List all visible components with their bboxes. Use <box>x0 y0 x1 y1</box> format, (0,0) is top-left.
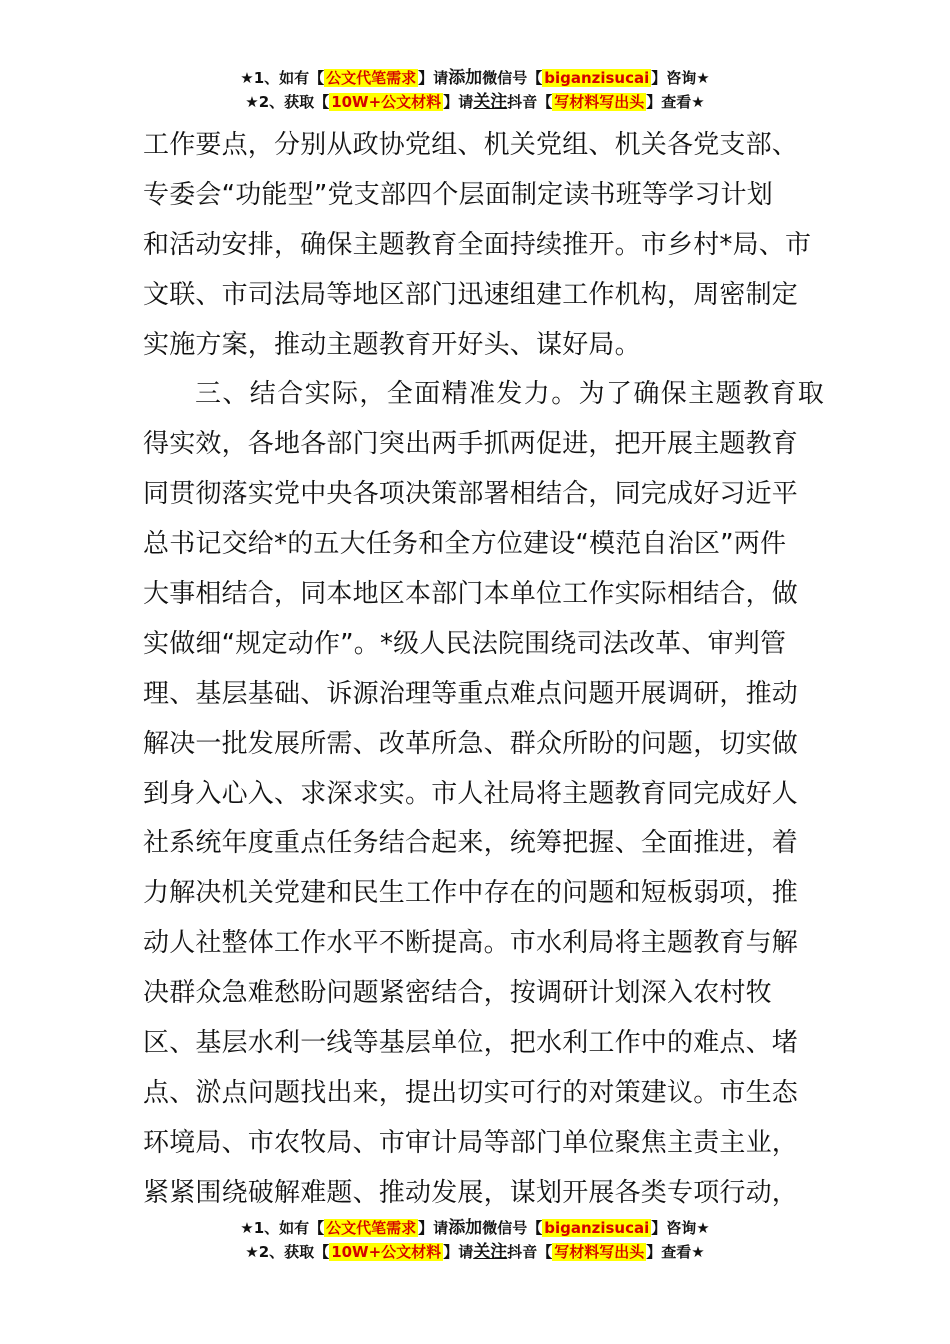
highlight-text: 公文代笔需求 <box>326 1219 417 1237</box>
banner-text: 微信号【 <box>482 69 543 87</box>
text-line: 社系统年度重点任务结合起来，统筹把握、全面推进，着 <box>143 828 799 859</box>
banner-line-1 <box>0 66 950 90</box>
emphasis-text: 添加 <box>448 1218 483 1238</box>
banner-text: 抖音【 <box>507 93 553 111</box>
emphasis-text: 关注 <box>473 92 508 112</box>
banner-text: 】请 <box>443 93 474 111</box>
banner-text: 】请 <box>418 69 449 87</box>
banner-text: ★2、获取【 <box>245 93 330 111</box>
banner-line-2 <box>0 1240 950 1264</box>
text-line: 总书记交给*的五大任务和全方位建设“模范自治区”两件 <box>143 529 787 560</box>
bottom-banner <box>0 1216 950 1264</box>
banner-text: 抖音【 <box>507 1243 553 1261</box>
text-line: 实做细“规定动作”。*级人民法院围绕司法改革、审判管 <box>143 628 787 659</box>
text-line: 区、基层水利一线等基层单位，把水利工作中的难点、堵 <box>143 1028 799 1059</box>
text-line: 环境局、市农牧局、市审计局等部门单位聚焦主责主业， <box>143 1127 799 1158</box>
text-line: 力解决机关党建和民生工作中存在的问题和短板弱项，推 <box>143 878 799 909</box>
text-line: 实施方案，推动主题教育开好头、谋好局。 <box>143 329 641 360</box>
emphasis-text: 关注 <box>473 1242 508 1262</box>
text-line: 紧紧围绕破解难题、推动发展，谋划开展各类专项行动， <box>143 1177 799 1208</box>
banner-text: 微信号【 <box>482 1219 543 1237</box>
body-text <box>143 121 826 1219</box>
text-line: 文联、市司法局等地区部门迅速组建工作机构，周密制定 <box>143 279 799 310</box>
banner-line-2 <box>0 90 950 114</box>
text-line: 决群众急难愁盼问题紧密结合，按调研计划深入农村牧 <box>143 978 772 1009</box>
banner-text: 】咨询★ <box>651 69 710 87</box>
highlight-text: 公文代笔需求 <box>326 69 417 87</box>
text-line: 同贯彻落实党中央各项决策部署相结合，同完成好习近平 <box>143 479 799 510</box>
banner-text: 】请 <box>443 1243 474 1261</box>
banner-text: 】查看★ <box>646 1243 705 1261</box>
text-line: 动人社整体工作水平不断提高。市水利局将主题教育与解 <box>143 928 799 959</box>
text-line: 解决一批发展所需、改革所急、群众所盼的问题，切实做 <box>143 728 799 759</box>
emphasis-text: 添加 <box>448 68 483 88</box>
douyin-highlight: 写材料写出头 <box>554 93 645 111</box>
text-line: 点、淤点问题找出来，提出切实可行的对策建议。市生态 <box>143 1077 799 1108</box>
highlight-text: 10W+公文材料 <box>331 1243 442 1261</box>
text-line: 工作要点，分别从政协党组、机关党组、机关各党支部、 <box>143 130 799 160</box>
text-line: 大事相结合，同本地区本部门本单位工作实际相结合，做 <box>143 579 799 610</box>
banner-text: 】请 <box>418 1219 449 1237</box>
banner-text: ★1、如有【 <box>240 1219 325 1237</box>
section-heading-line: 三、结合实际，全面精准发力。为了确保主题教育取 <box>195 379 826 410</box>
text-line: 理、基层基础、诉源治理等重点难点问题开展调研，推动 <box>143 678 799 709</box>
top-banner <box>0 66 950 114</box>
banner-line-1 <box>0 1216 950 1240</box>
highlight-text: 10W+公文材料 <box>331 93 442 111</box>
banner-text: 】查看★ <box>646 93 705 111</box>
text-line: 到身入心入、求深求实。市人社局将主题教育同完成好人 <box>143 778 799 809</box>
banner-text: ★1、如有【 <box>240 69 325 87</box>
text-line: 专委会“功能型”党支部四个层面制定读书班等学习计划 <box>143 179 773 210</box>
douyin-highlight: 写材料写出头 <box>554 1243 645 1261</box>
text-line: 得实效，各地各部门突出两手抓两促进，把开展主题教育 <box>143 429 799 460</box>
banner-text: ★2、获取【 <box>245 1243 330 1261</box>
banner-text: 】咨询★ <box>651 1219 710 1237</box>
text-line: 和活动安排，确保主题教育全面持续推开。市乡村*局、市 <box>143 229 812 260</box>
wechat-id-highlight: biganzisucai <box>544 69 650 87</box>
wechat-id-highlight: biganzisucai <box>544 1219 650 1237</box>
